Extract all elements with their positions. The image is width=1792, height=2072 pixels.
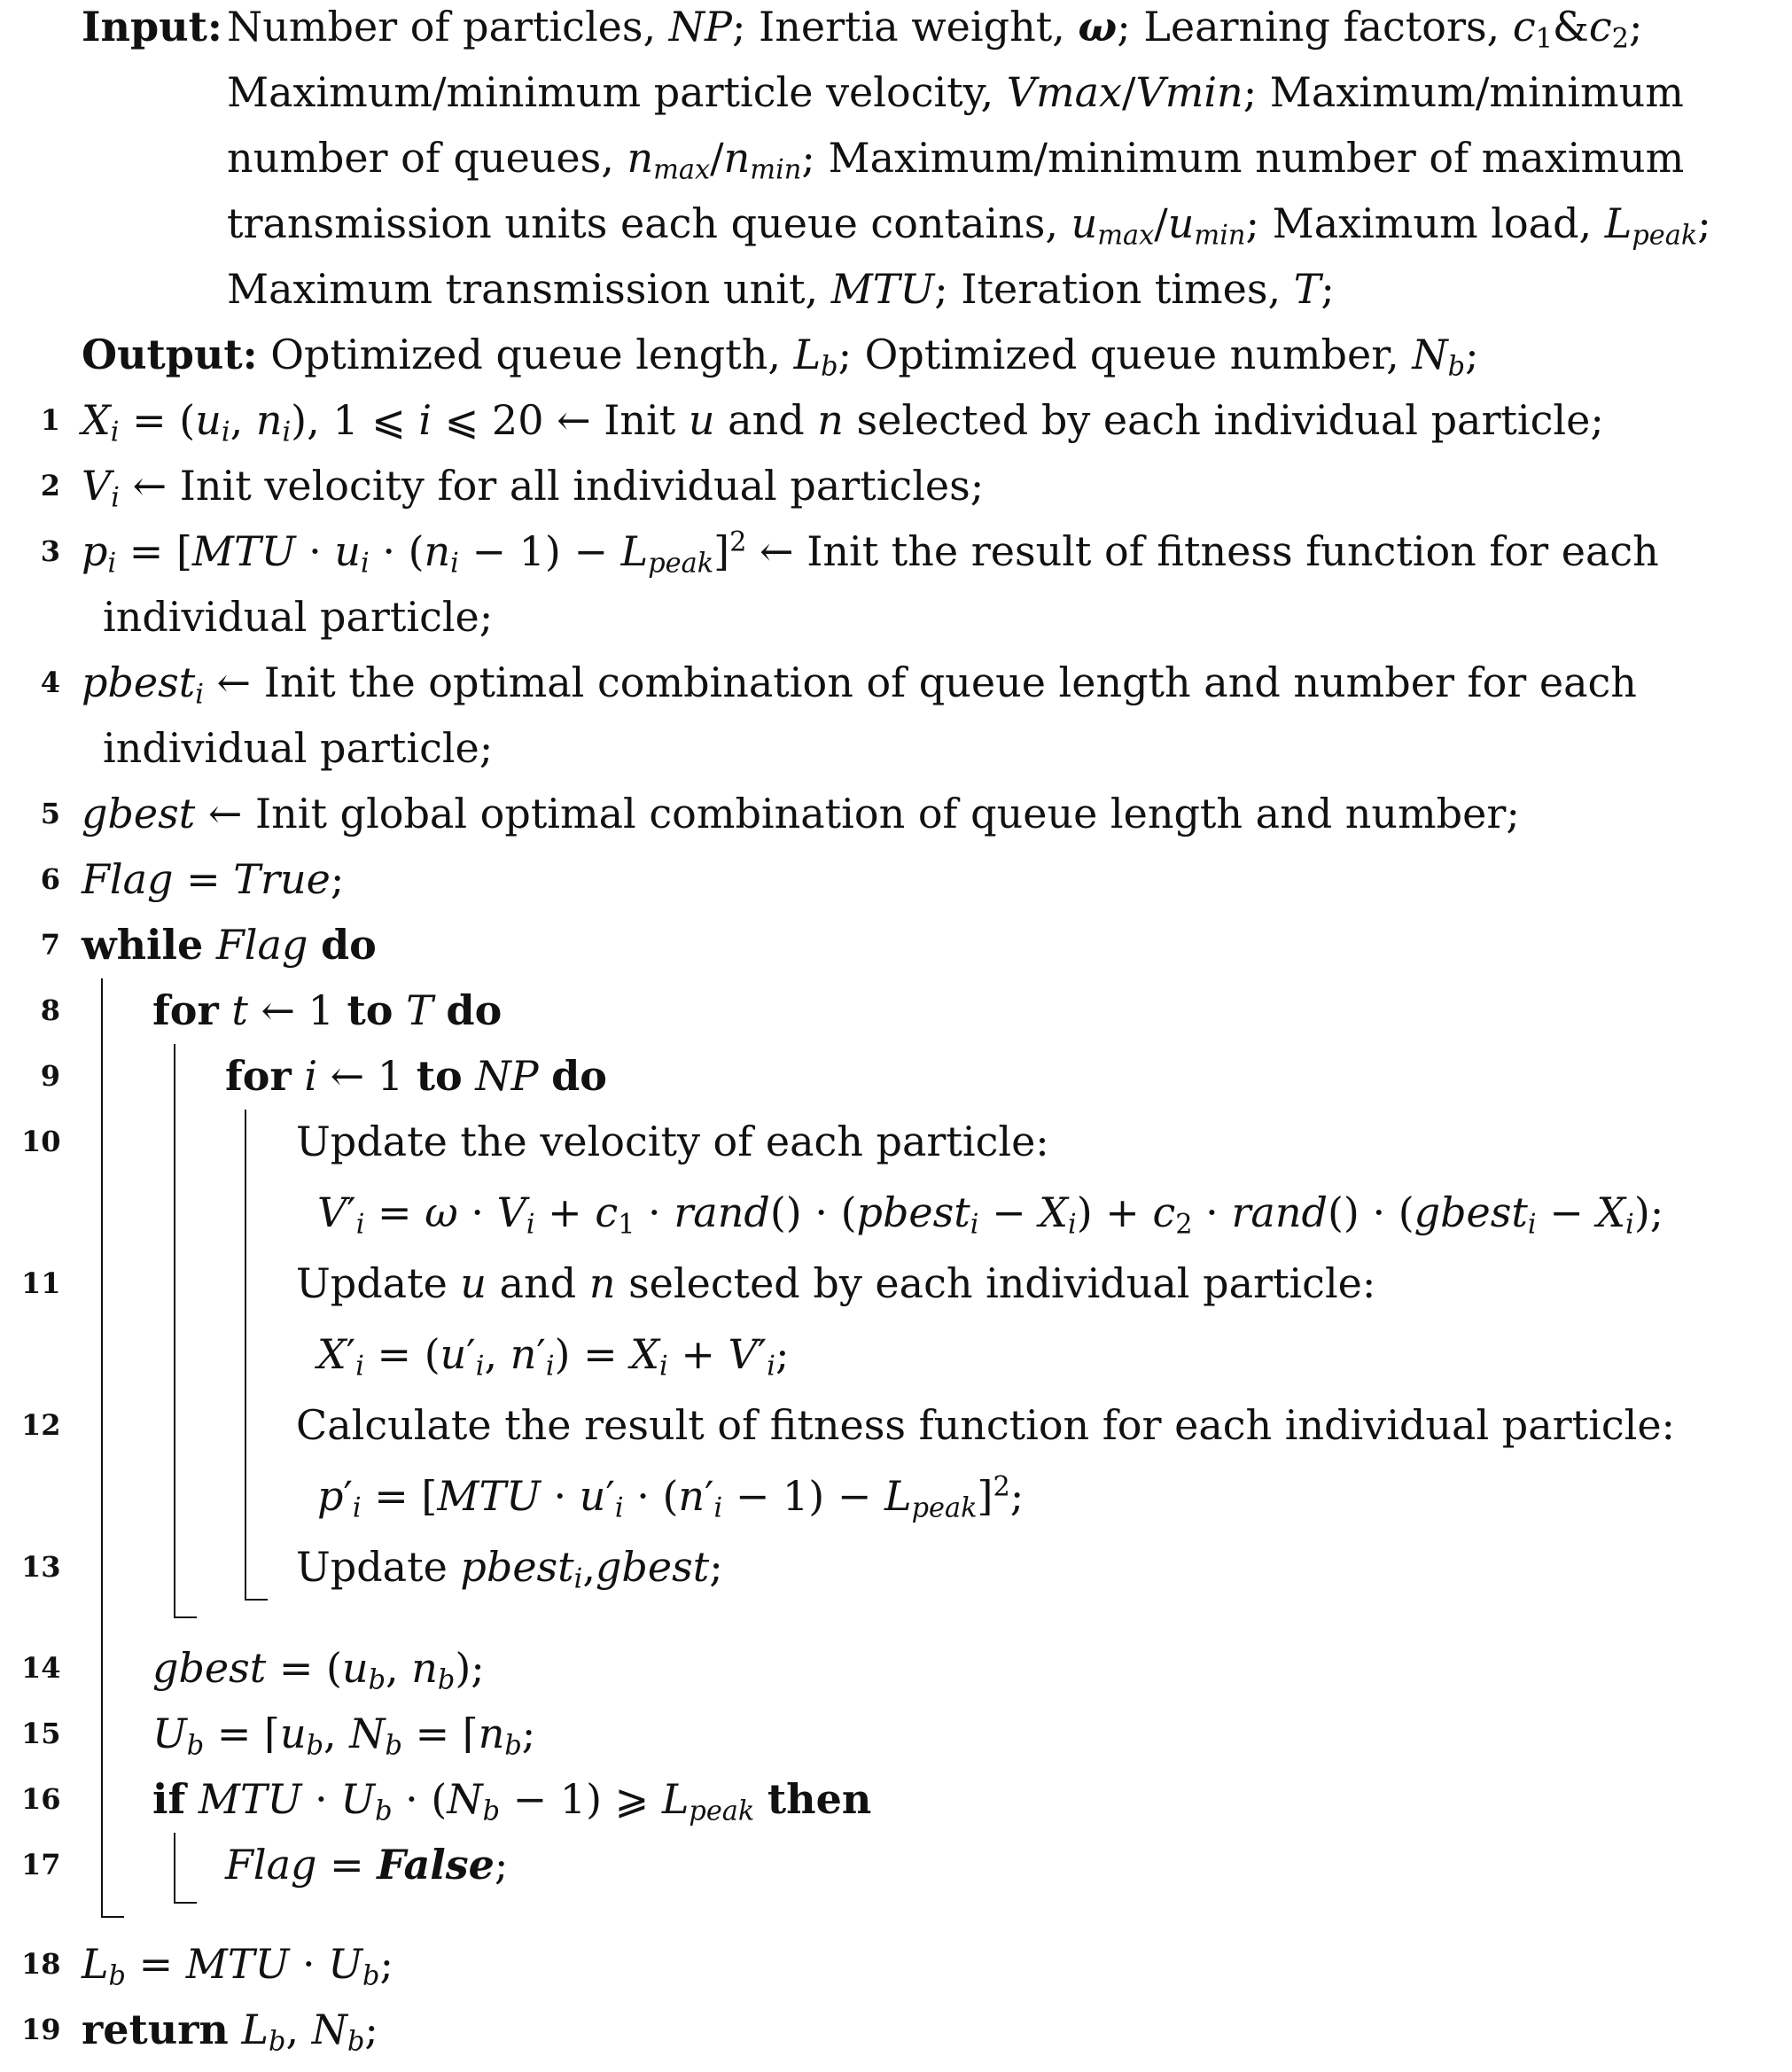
line-10: Update the velocity of each particle:: [296, 1118, 1049, 1165]
line-number-11: 11: [21, 1266, 61, 1300]
line-number-19: 19: [21, 2013, 61, 2046]
for-i-block-foot: [245, 1599, 268, 1601]
line-16: if MTU · $U_b \cdot (N_b - 1)$ ⩾ $L_{peak}$ then: [152, 1775, 872, 1827]
while-block-foot: [101, 1916, 124, 1918]
line-1: $X_i = (u_i$, $n_i$), 1 ⩽ i ⩽ 20 ← Init u and n selected by each individual particle;: [82, 396, 1604, 448]
for-i-block-rail: [245, 1110, 246, 1599]
if-block-foot: [174, 1902, 197, 1904]
line-number-7: 7: [40, 928, 60, 962]
line-12: Calculate the result of fitness function for each individual particle:: [296, 1401, 1676, 1449]
line-number-8: 8: [40, 993, 60, 1027]
line-number-12: 12: [21, 1408, 61, 1442]
line-number-14: 14: [21, 1651, 61, 1685]
line-3-continued: individual particle;: [103, 593, 494, 641]
line-14: gbest = ($u_b$, $n_b$);: [152, 1644, 485, 1696]
line-15: $U_b$ = $⌈u_b$, $N_b$ = $⌈n_b$;: [152, 1710, 536, 1762]
line-12-formula: $p'_i = [MTU \cdot u'_i \cdot (n'_i - 1) - L_{peak}]^2$;: [317, 1471, 1025, 1524]
line-11-formula: $X'_i = (u'_i$, $n'_i) = X_i + V'_i$;: [317, 1330, 790, 1383]
input-line-2: Maximum/minimum particle velocity, Vmax/Vmin; Maximum/minimum: [227, 68, 1684, 116]
line-4: pbest$_i$ ← Init the optimal combination of queue length and number for each: [82, 658, 1637, 711]
line-number-9: 9: [40, 1059, 60, 1093]
line-18: $L_b$ = MTU · $U_b$;: [82, 1940, 393, 1992]
line-number-17: 17: [21, 1848, 61, 1881]
line-number-18: 18: [21, 1947, 61, 1981]
input-line-4: transmission units each queue contains, $u_{max}/u_{min}$; Maximum load, $L_{peak}$;: [227, 199, 1711, 252]
line-number-16: 16: [21, 1782, 61, 1816]
if-block-rail: [174, 1833, 175, 1902]
line-number-13: 13: [21, 1550, 61, 1584]
line-number-15: 15: [21, 1717, 61, 1750]
line-number-4: 4: [40, 666, 60, 699]
line-19: return $L_b$, $N_b$;: [82, 2006, 378, 2058]
while-block-rail: [101, 978, 103, 1916]
for-t-block-rail: [174, 1044, 175, 1616]
line-3: $p_i = [MTU \cdot u_i \cdot (n_i - 1) - L_{peak}]^2$ ← Init the result of fitness function for each: [82, 526, 1659, 580]
line-number-6: 6: [40, 862, 60, 896]
line-number-2: 2: [40, 469, 60, 502]
line-number-1: 1: [40, 403, 60, 437]
line-number-3: 3: [40, 534, 60, 568]
line-9: for i ← 1 to NP do: [225, 1052, 607, 1100]
input-line-1: Number of particles, NP; Inertia weight, ω; Learning factors, $c_1\&c_2$;: [227, 3, 1643, 55]
line-7: while Flag do: [82, 921, 377, 969]
line-6: Flag = True;: [82, 855, 345, 903]
input-line-5: Maximum transmission unit, MTU; Iteration times, T;: [227, 265, 1335, 313]
input-line-3: number of queues, $n_{max}/n_{min}$; Maximum/minimum number of maximum: [227, 134, 1685, 186]
line-11: Update u and n selected by each individual particle:: [296, 1259, 1376, 1307]
input-label: Input:: [82, 3, 222, 51]
line-5: gbest ← Init global optimal combination of queue length and number;: [82, 790, 1520, 837]
line-2: $V_i$ ← Init velocity for all individual particles;: [82, 462, 985, 514]
line-13: Update pbest$_i$,gbest;: [296, 1543, 723, 1595]
line-17: Flag = False;: [225, 1841, 509, 1889]
output-line: Output: Optimized queue length, $L_b$; Optimized queue number, $N_b$;: [82, 331, 1479, 383]
line-10-formula: $V'_i = \omega \cdot V_i + c_1$ · rand() · (pbest$_i$ − $X_i) + c_2$ · rand() · (gbest$_i$ − $X_i$);: [317, 1188, 1664, 1241]
line-4-continued: individual particle;: [103, 724, 494, 772]
line-number-5: 5: [40, 797, 60, 830]
for-t-block-foot: [174, 1616, 197, 1618]
line-8: for t ← 1 to T do: [152, 986, 503, 1034]
line-number-10: 10: [21, 1125, 61, 1158]
